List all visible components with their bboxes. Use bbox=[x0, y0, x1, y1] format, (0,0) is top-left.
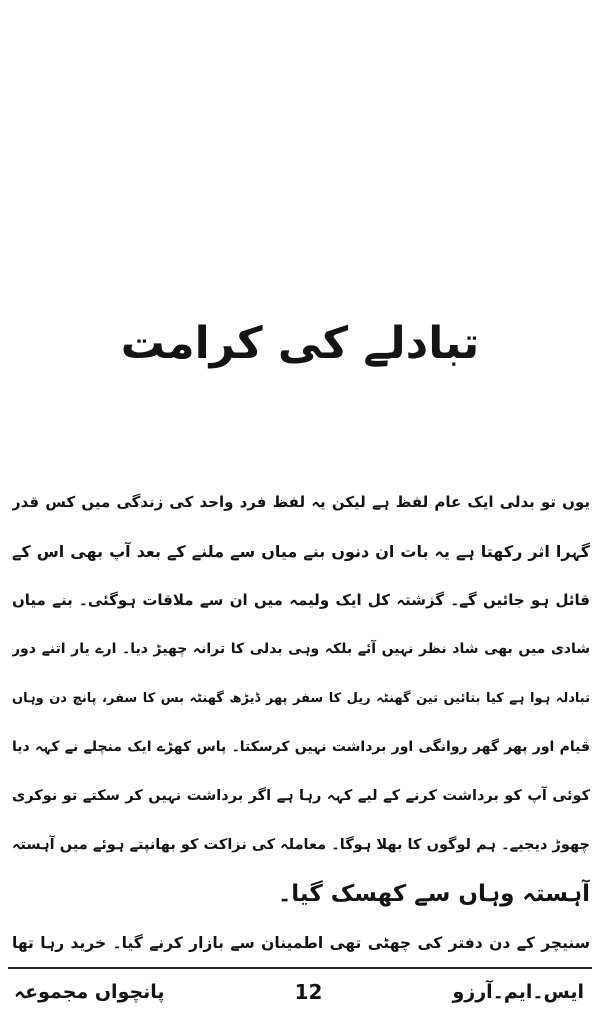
footer-book-title: پانچواں مجموعہ bbox=[14, 981, 165, 1003]
page-footer bbox=[14, 972, 584, 1012]
text-line: کوئی آپ کو برداشت کرنے کے لیے کہہ رہا ہے اگر برداشت نہیں کر سکتے تو نوکری bbox=[12, 788, 590, 804]
text-line: قائل ہو جائیں گے۔ گزشتہ کل ایک ولیمہ میں ان سے ملاقات ہوگئی۔ بنے میاں bbox=[12, 591, 590, 609]
text-line: چھوڑ دیجیے۔ ہم لوگوں کا بھلا ہوگا۔ معاملہ کی نزاکت کو بھانپتے ہوئے میں آہستہ bbox=[12, 837, 590, 853]
footer-author: ایس۔ایم۔آرزو bbox=[452, 981, 584, 1003]
text-line: تبادلہ ہوا ہے کیا بتائیں تین گھنٹہ ریل کا سفر پھر ڈیڑھ گھنٹہ بس کا سفر، پانچ دن وہاں bbox=[12, 691, 590, 706]
text-line: آہستہ وہاں سے کھسک گیا۔ bbox=[277, 881, 590, 907]
chapter-title: تبادلے کی کرامت bbox=[120, 318, 480, 369]
body-paragraph bbox=[12, 478, 590, 968]
footer-divider bbox=[8, 967, 592, 969]
text-line: قیام اور پھر گھر روانگی اور برداشت نہیں کرسکتا۔ پاس کھڑے ایک منچلے نے کہہ دیا bbox=[12, 739, 590, 755]
page-number: 12 bbox=[294, 980, 323, 1004]
text-line: یوں تو بدلی ایک عام لفظ ہے لیکن یہ لفظ فرد واحد کی زندگی میں کس قدر bbox=[12, 493, 590, 511]
text-line: شادی میں بھی شاد نظر نہیں آئے بلکہ وہی بدلی کا ترانہ چھیڑ دیا۔ ارے یار اتنے دور bbox=[12, 641, 590, 657]
text-line: سنیچر کے دن دفتر کی چھٹی تھی اطمینان سے بازار کرنے گیا۔ خرید رہا تھا bbox=[12, 934, 590, 952]
text-line: گہرا اثر رکھتا ہے یہ بات ان دنوں بنے میاں سے ملنے کے بعد آپ بھی اس کے bbox=[12, 542, 590, 561]
